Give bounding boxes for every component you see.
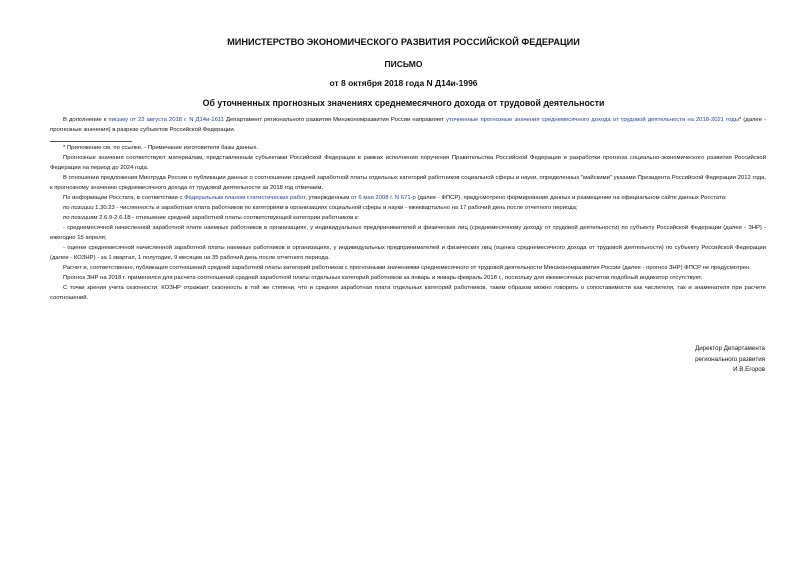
document-type: ПИСЬМО: [384, 59, 423, 69]
p4-em: по позиции: [63, 205, 94, 211]
p4-rest: 1.30.23 - численность и заработная плата работников по категориям в организациях социальной сферы и науки - ежеквартально на 17 рабочий день после отчетного периода;: [93, 205, 578, 211]
paragraph-1: Прогнозные значения соответствуют материалам, представленным субъектами Российской Федерации в рамках исполнения поручения Правительства Российской Федерации и разработки прогноза социально-экономического развития Российской Федерации на период до 2024 года.: [50, 155, 766, 171]
p3-text-b: , утвержденным: [305, 195, 351, 201]
link-order-671[interactable]: от 6 мая 2008 г. N 671-р: [350, 195, 416, 201]
intro-paragraph: [50, 115, 766, 135]
ministry-title: МИНИСТЕРСТВО ЭКОНОМИЧЕСКОГО РАЗВИТИЯ РОССИЙСКОЙ ФЕДЕРАЦИИ: [227, 37, 580, 47]
p5-rest: 2.6.9-2.6.18 - отношение средней заработной платы соответствующей категории работников к:: [97, 215, 360, 221]
link-letter-22-aug[interactable]: письму от 22 августа 2018 г. N Д14и-1611: [108, 117, 224, 123]
p3-text-a: По информации Росстата, в соответствии с: [63, 195, 185, 201]
document-date-number: от 8 октября 2018 года N Д14и-1996: [329, 78, 478, 88]
intro-text-c: * (далее - прогнозные значения) в разрезе субъектов Российской Федерации.: [50, 117, 766, 133]
p5-em: по позициям: [63, 215, 98, 221]
paragraph-9: Прогноз ЗНР на 2018 г. применялся для расчета соотношений средней заработной платы отдельных категорий работников за январь и январь-февраль 2018 г., поскольку для ежемесячных расчетов подобный индикатор отсутствует.: [63, 275, 703, 281]
paragraph-10: С точки зрения учета сезонности: КОЗНР отражает сезонность в той же степени, что и средняя заработная плата отдельных категорий работников, таким образом можно говорить о сопоставимости как числителя, так и знаменателя при расчете соотношений.: [50, 285, 766, 301]
paragraph-4: [50, 203, 766, 213]
signature-name: И.В.Егоров: [733, 366, 765, 373]
intro-block: [50, 115, 766, 135]
document-subject: Об уточненных прогнозных значениях среднемесячного дохода от трудовой деятельности: [202, 98, 605, 108]
footnote-divider: [50, 141, 132, 142]
paragraph-5: [50, 213, 766, 223]
p3-text-c: (далее - ФПСР), предусмотрено формирование данных и размещение на официальном сайте данных Росстата:: [415, 195, 727, 201]
signature-line-1: Директор Департамента: [695, 345, 765, 352]
signature-line-2: регионального развития: [695, 355, 765, 363]
paragraph-2: В отношении предложения Минтруда России о публикации данных о соотношении средней заработной платы отдельных категорий работников социальной сферы и науки, определенных "майскими" указами Президента Российской Федерации 2012 года, к прогнозному значению среднемесячного дохода от трудовой деятельности за 2018 год отмечаем.: [50, 175, 766, 191]
paragraph-8: Расчет и, соответственно, публикация соотношений средней заработной платы категорий работников с прогнозными значениями среднемесячного от трудовой деятельности Минэкономразвития России (далее - прогноз ЗНР) ФПСР не предусмотрен.: [63, 265, 752, 271]
paragraph-7: - оценке среднемесячной начисленной заработной платы наемных работников в организациях, у индивидуальных предпринимателей и физических лиц (оценка среднемесячного дохода от трудовой деятельности) по субъекту Российской Федерации (далее - КОЗНР) - за 1 квартал, 1 полугодие, 9 месяцев на 35 рабочий день после отчетного периода.: [50, 245, 766, 261]
intro-text-a: В дополнение к: [63, 117, 109, 123]
link-federal-plan[interactable]: Федеральным планом статистических работ: [184, 195, 306, 201]
footnote: * Приложение см. по ссылке. - Примечание изготовителя базы данных.: [63, 145, 259, 151]
paragraph-6: - среднемесячной начисленной заработной плате наемных работников в организациях, у индивидуальных предпринимателей и физических лиц (среднемесячному доходу от трудовой деятельности) по субъекту Российской Федерации (далее - ЗНР) - ежегодно 15 апреля;: [50, 225, 766, 241]
signature-block: [565, 344, 765, 376]
link-forecast-values[interactable]: уточненные прогнозные значения среднемесячного дохода от трудовой деятельности на 2018-2021 годы: [446, 117, 739, 123]
intro-text-b: Департамент регионального развития Минэкономразвития России направляет: [223, 117, 447, 123]
main-text: [50, 143, 766, 303]
paragraph-3: [50, 193, 766, 203]
